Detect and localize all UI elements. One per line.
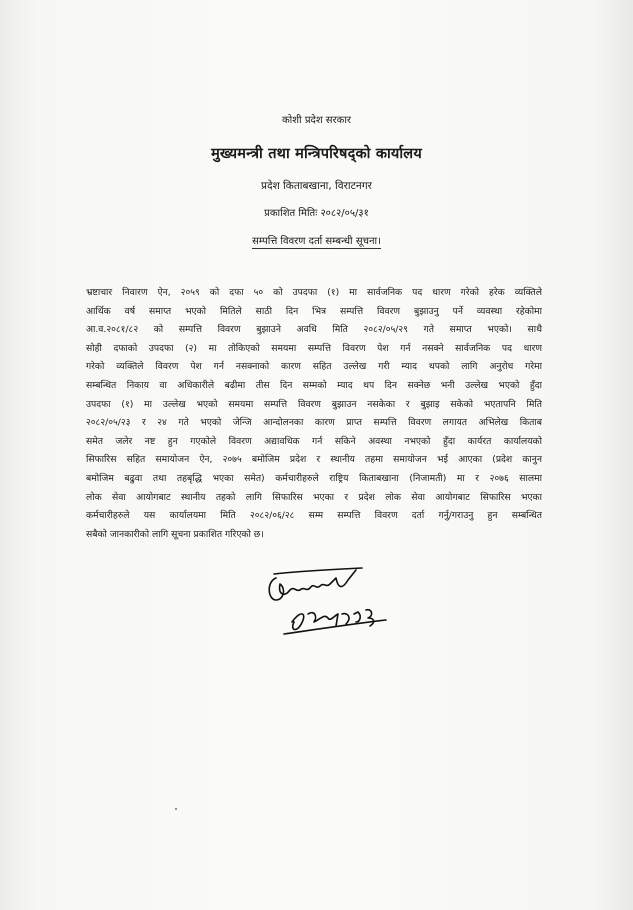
- body-line: कर्मचारीहरुले यस कार्यालयमा मिति २०८२/०६/२८ सम्म सम्पत्ति विवरण दर्ता गर्नु/गराउनु हुन सम्बन्धित: [86, 510, 542, 522]
- notice-title-text: सम्पत्ति विवरण दर्ता सम्बन्धी सूचना।: [252, 236, 381, 247]
- body-line: उपदफा (१) मा उल्लेख भएको समयमा सम्पत्ति विवरण बुझाउन नसकेका र बुझाइ सकेको भएतापनि मिति: [86, 398, 542, 410]
- body-line: सम्बन्धित निकाय वा अधिकारीले बढीमा तीस दिन सम्मको म्याद थप दिन सक्नेछ भनी उल्लेख भएको हुँदा: [86, 379, 542, 391]
- body-line: आ.व.२०८१/८२ को सम्पत्ति विवरण बुझाउने अवधि मिति २०८२/०५/२९ गते समाप्त भएको। साथै: [86, 324, 542, 336]
- body-line: आर्थिक वर्ष समाप्त भएको मितिले साठी दिन भित्र सम्पत्ति विवरण बुझाउनु पर्ने व्यवस्था रहेकोमा: [86, 305, 542, 317]
- body-line: गरेको व्यक्तिले विवरण पेश गर्न नसक्नाको कारण सहित उल्लेख गरी म्याद थपको लागि अनुरोध गरेमा: [86, 361, 542, 373]
- body-line: भ्रष्टाचार निवारण ऐन, २०५९ को दफा ५० को उपदफा (१) मा सार्वजनिक पद धारण गरेको हरेक व्यक्तिले: [86, 287, 542, 298]
- published-date: प्रकाशित मितिः २०८२/०५/३१: [264, 208, 369, 219]
- speck: [175, 808, 177, 810]
- handwritten-signature: [262, 560, 392, 650]
- office-name: मुख्यमन्त्री तथा मन्त्रिपरिषद्को कार्यालय: [211, 146, 422, 162]
- body-line: सिफारिस सहित समायोजन ऐन, २०७५ बमोजिम प्रदेश र स्थानीय तहमा समायोजन भई आएका (प्रदेश कानुन: [86, 454, 542, 466]
- notice-body: [86, 284, 542, 544]
- body-line: समेत जलेर नष्ट हुन गएकोले विवरण अद्यावधिक गर्न सकिने अवस्था नभएको हुँदा कार्यरत कार्यालयको: [86, 435, 542, 447]
- body-line: सबैको जानकारीको लागि सूचना प्रकाशित गरिएको छ।: [86, 528, 264, 540]
- notice-title: [0, 233, 633, 247]
- government-name: कोशी प्रदेश सरकार: [281, 115, 352, 126]
- body-line: २०८२/०५/२३ र २४ गते भएको जेन्जि आन्दोलनका कारण प्राप्त सम्पत्ति विवरण लगायत अभिलेख किताब: [86, 417, 542, 429]
- body-line: सोही दफाको उपदफा (२) मा तोकिएको समयमा सम्पत्ति विवरण पेश गर्न नसक्ने सार्वजनिक पद धारण: [86, 342, 542, 354]
- body-line: लोक सेवा आयोगबाट स्थानीय तहको लागि सिफारिस भएका र प्रदेश लोक सेवा आयोगबाट सिफारिस भएका: [86, 491, 542, 503]
- body-line: बमोजिम बढुवा तथा तहबृद्धि भएका समेत) कर्मचारीहरुले राष्ट्रिय किताबखाना (निजामती) मा र २०७६ सालमा: [86, 472, 542, 484]
- section-name: प्रदेश किताबखाना, विराटनगर: [261, 180, 372, 192]
